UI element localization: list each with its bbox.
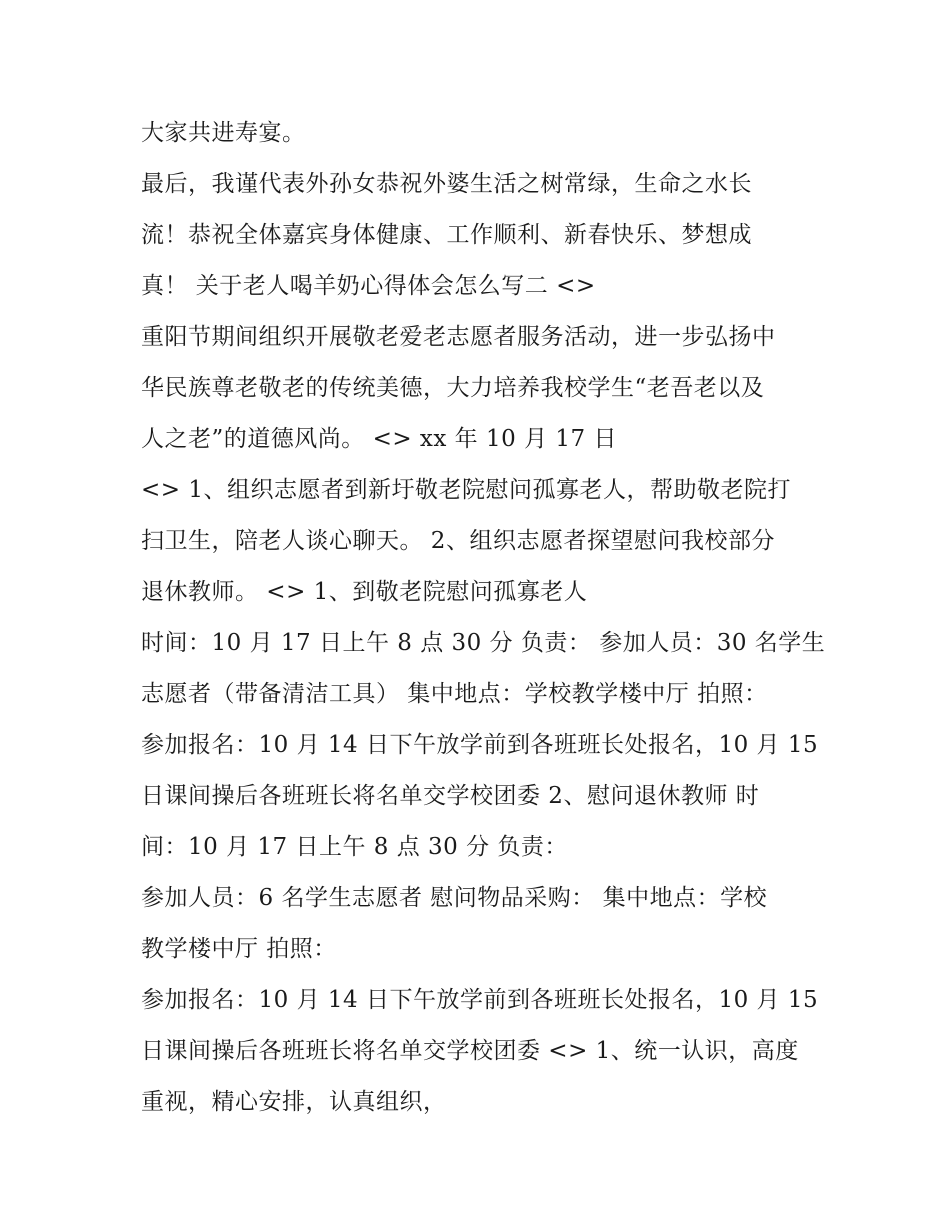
text-line: 大家共进寿宴。 [141, 120, 306, 146]
text-line: 最后，我谨代表外孙女恭祝外婆生活之树常绿，生命之水长 [141, 171, 752, 197]
text-line: 扫卫生，陪老人谈心聊天。 2、组织志愿者探望慰问我校部分 [141, 528, 775, 554]
text-line: 日课间操后各班班长将名单交学校团委 <> 1、统一认识，高度 [141, 1038, 799, 1064]
text-line: 参加人员：6 名学生志愿者 慰问物品采购： 集中地点：学校 [141, 885, 768, 911]
text-line: 参加报名：10 月 14 日下午放学前到各班班长处报名，10 月 15 [141, 732, 819, 758]
text-line: 重视，精心安排，认真组织， [141, 1089, 447, 1115]
text-line: 重阳节期间组织开展敬老爱老志愿者服务活动，进一步弘扬中 [141, 324, 776, 350]
text-line: <> 1、组织志愿者到新圩敬老院慰问孤寡老人，帮助敬老院打 [141, 477, 791, 503]
text-line: 华民族尊老敬老的传统美德，大力培养我校学生“老吾老以及 [141, 375, 765, 401]
text-line: 志愿者（带备清洁工具） 集中地点：学校教学楼中厅 拍照： [141, 681, 768, 707]
text-line: 流！恭祝全体嘉宾身体健康、工作顺利、新春快乐、梦想成 [141, 222, 752, 248]
text-line: 人之老”的道德风尚。 <> xx 年 10 月 17 日 [141, 426, 617, 452]
text-line: 间：10 月 17 日上午 8 点 30 分 负责： [141, 834, 568, 860]
text-line: 真！ 关于老人喝羊奶心得体会怎么写二 <> [141, 273, 596, 299]
text-line: 日课间操后各班班长将名单交学校团委 2、慰问退休教师 时 [141, 783, 760, 809]
text-line: 退休教师。 <> 1、到敬老院慰问孤寡老人 [141, 579, 588, 605]
text-line: 参加报名：10 月 14 日下午放学前到各班班长处报名，10 月 15 [141, 987, 819, 1013]
text-line: 教学楼中厅 拍照： [141, 936, 337, 962]
text-line: 时间：10 月 17 日上午 8 点 30 分 负责： 参加人员：30 名学生 [141, 630, 826, 656]
body-text [141, 108, 826, 1128]
